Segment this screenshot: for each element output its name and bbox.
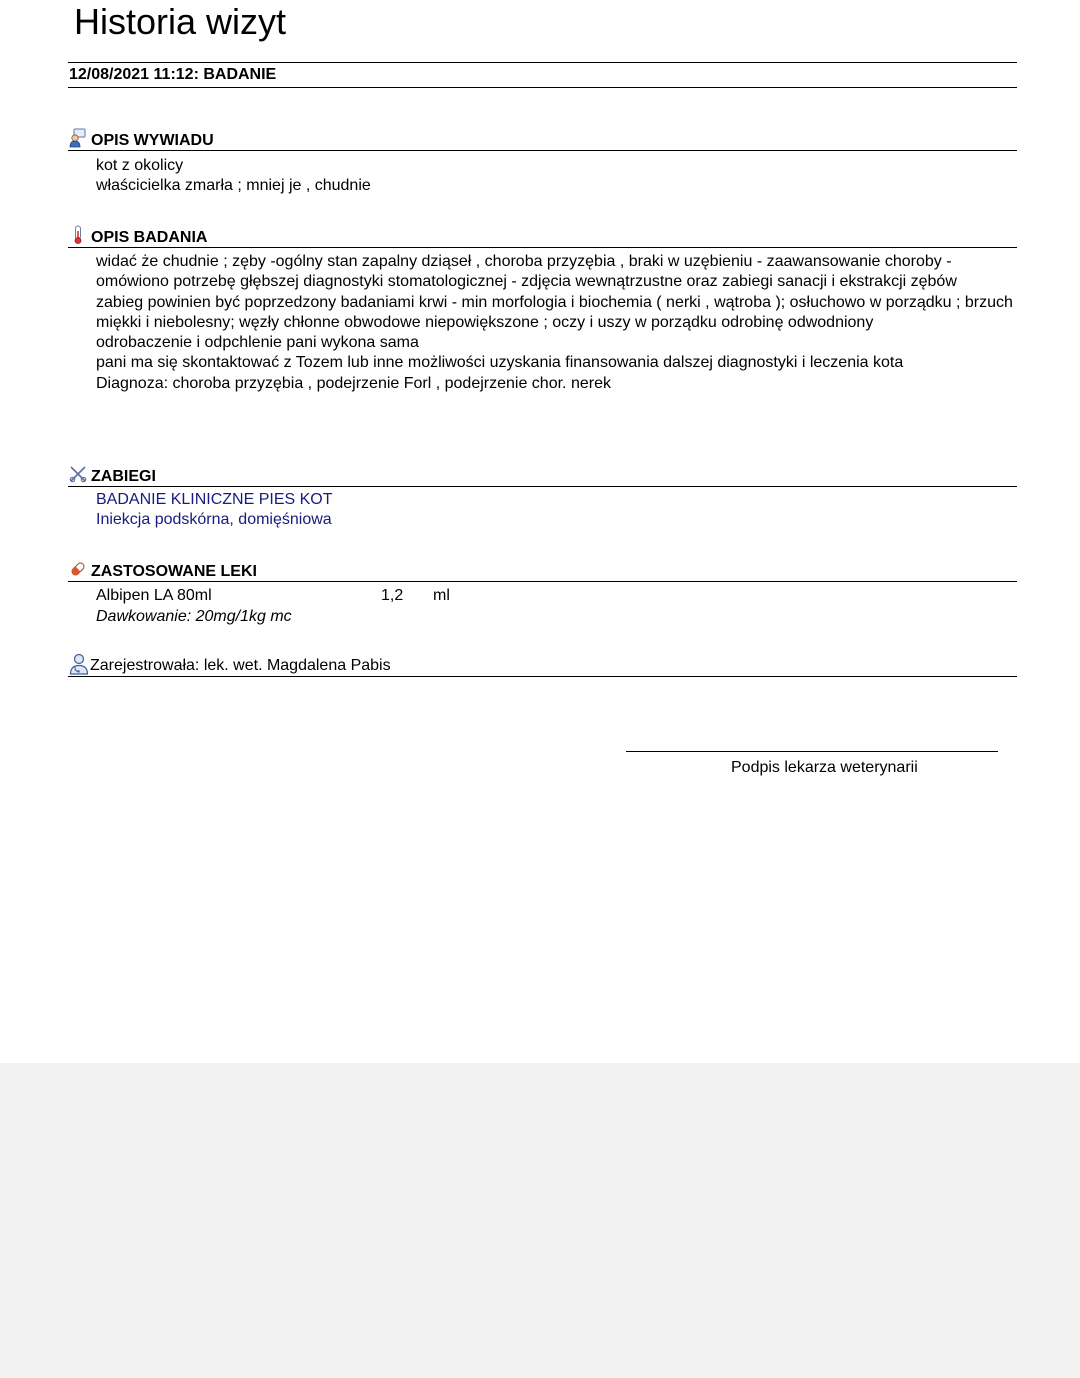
medications-heading-label: ZASTOSOWANE LEKI — [91, 563, 257, 580]
interview-line: właścicielka zmarła ; mniej je , chudnie — [96, 177, 371, 195]
interview-line: kot z okolicy — [96, 157, 184, 174]
examination-paragraph: Diagnoza: choroba przyzębia , podejrzenie Forl , podejrzenie chor. nerek — [96, 374, 611, 392]
procedures-heading — [68, 464, 1017, 487]
registered-by-text: Zarejestrowała: lek. wet. Magdalena Pabis — [90, 657, 391, 674]
doctor-icon — [68, 653, 90, 675]
interview-heading-label: OPIS WYWIADU — [91, 132, 214, 149]
examination-heading-label: OPIS BADANIA — [91, 229, 208, 246]
examination-paragraph: pani ma się skontaktować z Tozem lub inne możliwości uzyskania finansowania dalszej diagnostyki i leczenia kota — [96, 354, 904, 372]
examination-heading — [68, 225, 1017, 248]
medication-row — [96, 586, 1021, 607]
thermometer-icon — [68, 225, 88, 245]
registered-by — [68, 653, 1017, 677]
signature-label: Podpis lekarza weterynarii — [731, 759, 918, 776]
procedure-item: Iniekcja podskórna, domięśniowa — [96, 511, 332, 529]
user-info-icon — [68, 128, 88, 148]
interview-body — [96, 156, 1021, 197]
procedure-item: BADANIE KLINICZNE PIES KOT — [96, 491, 333, 508]
medications-body — [96, 586, 1021, 627]
interview-heading — [68, 128, 1017, 151]
examination-body — [96, 252, 1021, 394]
procedure-icon — [68, 464, 88, 484]
procedures-heading-label: ZABIEGI — [91, 468, 156, 485]
examination-paragraph: zabieg powinien być poprzedzony badaniami krwi - min morfologia i biochemia ( nerki , wątroba ); osłuchowo w porządku ; brzuch miękki i niebolesny; węzły chłonne obwodowe niepowiększone ; oczy i uszy w porządku odrobinę odwodniony — [96, 293, 1013, 331]
visit-header: 12/08/2021 11:12: BADANIE — [68, 62, 1017, 88]
medication-dosage: Dawkowanie: 20mg/1kg mc — [96, 608, 292, 625]
procedures-body — [96, 490, 1021, 531]
medications-heading — [68, 559, 1017, 582]
pill-icon — [68, 559, 88, 579]
page-title: Historia wizyt — [74, 1, 287, 42]
examination-paragraph: odrobaczenie i odpchlenie pani wykona sama — [96, 334, 419, 352]
signature-line — [626, 751, 998, 752]
examination-paragraph: widać że chudnie ; zęby -ogólny stan zapalny dziąseł , choroba przyzębia , braki w uzębieniu - zaawansowanie choroby - omówiono potrzebę głębszej diagnostyki stomatologicznej - zdjęcia wewnątrzustne oraz zabiegi sanacji i ekstrakcji zębów — [96, 253, 957, 291]
medication-name: Albipen LA 80ml — [96, 587, 212, 604]
medication-unit: ml — [433, 587, 450, 604]
medication-amount: 1,2 — [381, 587, 404, 604]
